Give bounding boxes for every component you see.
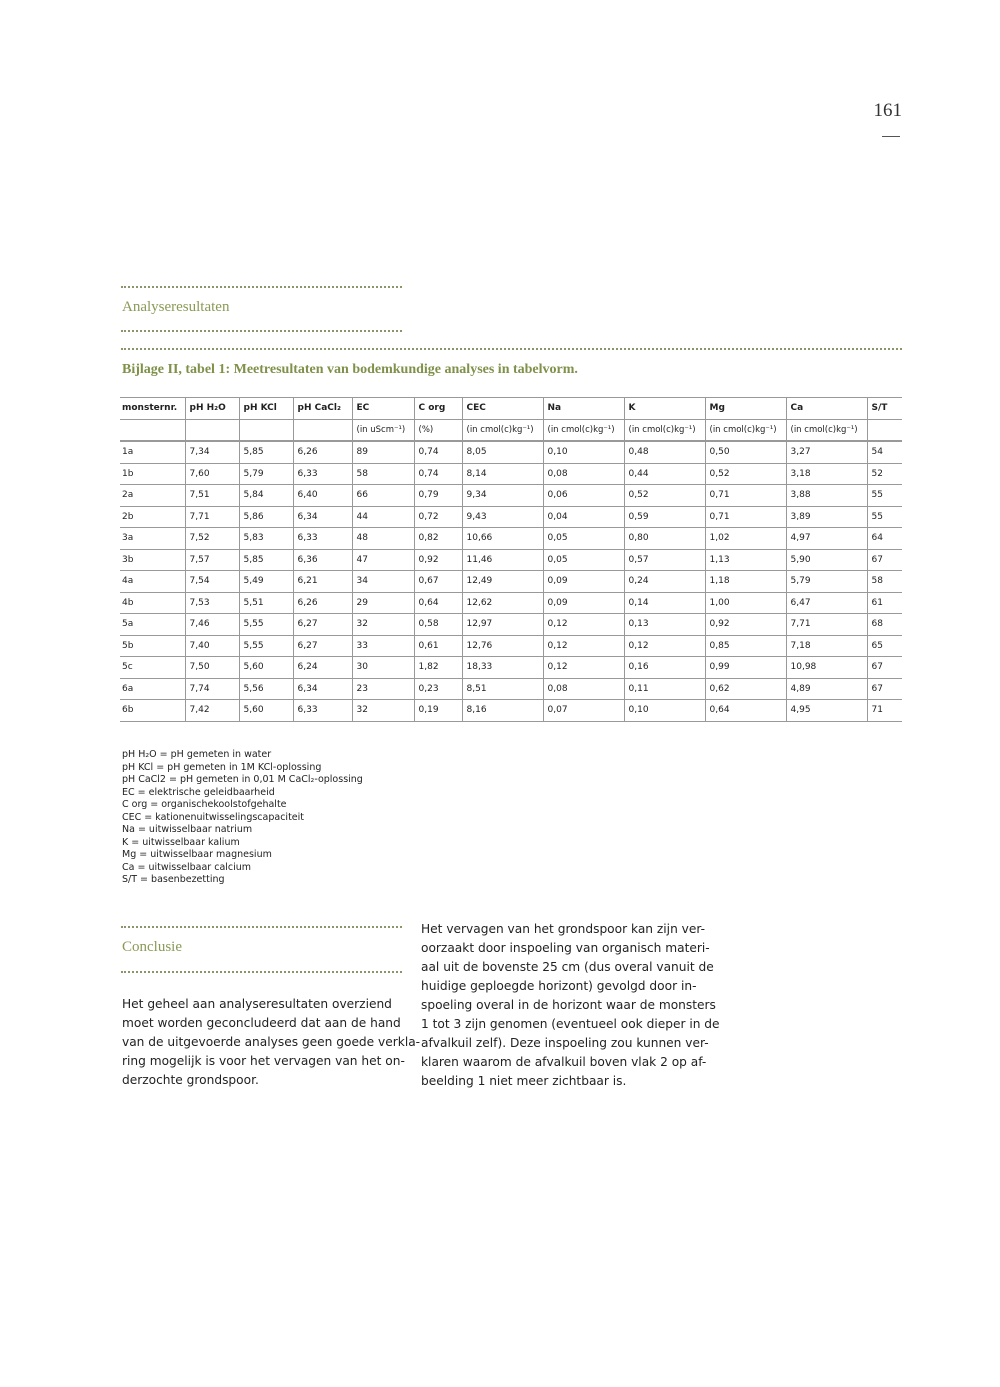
sample-id-cell: 3b — [120, 549, 185, 571]
table-cell: 6,33 — [293, 528, 352, 550]
table-cell: 6,33 — [293, 463, 352, 485]
table-cell: 30 — [352, 657, 414, 679]
sample-id-cell: 2b — [120, 506, 185, 528]
unit-cell: (in cmol(c)kg⁻¹) — [705, 419, 786, 441]
table-cell: 0,80 — [624, 528, 705, 550]
section-rule-top — [121, 286, 402, 288]
sample-id-cell: 1a — [120, 441, 185, 463]
page-number: 161 — [873, 100, 902, 121]
table-cell: 7,57 — [185, 549, 239, 571]
table-cell: 7,18 — [786, 635, 867, 657]
caption-rule — [121, 348, 902, 350]
table-row — [120, 463, 902, 485]
paragraph-line: Het geheel aan analyseresultaten overziend — [122, 997, 392, 1011]
table-cell: 0,72 — [414, 506, 462, 528]
table-cell: 7,40 — [185, 635, 239, 657]
conclusion-rule-bottom — [121, 971, 402, 973]
table-cell: 3,88 — [786, 485, 867, 507]
table-cell: 0,12 — [543, 614, 624, 636]
unit-cell: (in cmol(c)kg⁻¹) — [786, 419, 867, 441]
table-cell: 12,76 — [462, 635, 543, 657]
table-cell: 7,60 — [185, 463, 239, 485]
table-cell: 6,26 — [293, 441, 352, 463]
table-cell: 0,44 — [624, 463, 705, 485]
sample-id-cell: 2a — [120, 485, 185, 507]
column-header: K — [624, 398, 705, 420]
table-cell: 32 — [352, 700, 414, 722]
table-cell: 66 — [352, 485, 414, 507]
legend-item: S/T = basenbezetting — [122, 874, 225, 885]
table-cell: 0,57 — [624, 549, 705, 571]
table-cell: 0,71 — [705, 506, 786, 528]
table-row — [120, 549, 902, 571]
table-row — [120, 592, 902, 614]
unit-cell — [293, 419, 352, 441]
table-cell: 0,10 — [543, 441, 624, 463]
table-cell: 5,60 — [239, 700, 293, 722]
table-cell: 9,34 — [462, 485, 543, 507]
table-cell: 6,34 — [293, 506, 352, 528]
table-cell: 7,50 — [185, 657, 239, 679]
table-cell: 58 — [867, 571, 902, 593]
table-row — [120, 506, 902, 528]
table-cell: 0,08 — [543, 463, 624, 485]
table-cell: 0,13 — [624, 614, 705, 636]
table-cell: 5,55 — [239, 635, 293, 657]
table-cell: 0,64 — [705, 700, 786, 722]
section-heading-analyseresultaten: Analyseresultaten — [122, 299, 230, 315]
paragraph-line: van de uitgevoerde analyses geen goede verkla- — [122, 1035, 421, 1049]
table-cell: 0,74 — [414, 441, 462, 463]
table-cell: 5,56 — [239, 678, 293, 700]
table-cell: 64 — [867, 528, 902, 550]
table-cell: 0,79 — [414, 485, 462, 507]
table-cell: 55 — [867, 485, 902, 507]
unit-cell — [120, 419, 185, 441]
paragraph-line: oorzaakt door inspoeling van organisch materi- — [421, 941, 710, 955]
table-cell: 7,46 — [185, 614, 239, 636]
table-cell: 0,52 — [624, 485, 705, 507]
sample-id-cell: 6b — [120, 700, 185, 722]
table-cell: 67 — [867, 678, 902, 700]
column-header: monsternr. — [120, 398, 185, 420]
table-body — [120, 441, 902, 721]
table-cell: 29 — [352, 592, 414, 614]
table-cell: 11,46 — [462, 549, 543, 571]
paragraph-line: 1 tot 3 zijn genomen (eventueel ook dieper in de — [421, 1017, 720, 1031]
legend-item: K = uitwisselbaar kalium — [122, 836, 240, 848]
table-cell: 0,12 — [543, 635, 624, 657]
table-cell: 1,00 — [705, 592, 786, 614]
sample-id-cell: 5b — [120, 635, 185, 657]
table-cell: 58 — [352, 463, 414, 485]
legend-item: Ca = uitwisselbaar calcium — [122, 861, 252, 873]
table-cell: 0,74 — [414, 463, 462, 485]
unit-cell: (in cmol(c)kg⁻¹) — [543, 419, 624, 441]
column-header: EC — [352, 398, 414, 420]
sample-id-cell: 4b — [120, 592, 185, 614]
table-cell: 10,98 — [786, 657, 867, 679]
conclusion-paragraph-right — [421, 920, 720, 1091]
table-cell: 0,99 — [705, 657, 786, 679]
column-header: CEC — [462, 398, 543, 420]
unit-cell — [239, 419, 293, 441]
table-cell: 0,04 — [543, 506, 624, 528]
table-cell: 6,36 — [293, 549, 352, 571]
column-header: Mg — [705, 398, 786, 420]
table-cell: 12,62 — [462, 592, 543, 614]
table-cell: 3,27 — [786, 441, 867, 463]
table-cell: 0,05 — [543, 528, 624, 550]
table-cell: 5,90 — [786, 549, 867, 571]
table-cell: 12,49 — [462, 571, 543, 593]
paragraph-line: ring mogelijk is voor het vervagen van het on- — [122, 1054, 405, 1068]
sample-id-cell: 1b — [120, 463, 185, 485]
table-cell: 0,92 — [705, 614, 786, 636]
table-row — [120, 441, 902, 463]
table-row — [120, 700, 902, 722]
table-cell: 5,60 — [239, 657, 293, 679]
legend-item: pH CaCl2 = pH gemeten in 0,01 M CaCl₂-oplossing — [122, 774, 363, 785]
table-cell: 10,66 — [462, 528, 543, 550]
section-heading-conclusie: Conclusie — [122, 939, 182, 955]
table-cell: 71 — [867, 700, 902, 722]
table-cell: 5,85 — [239, 441, 293, 463]
table-cell: 18,33 — [462, 657, 543, 679]
table-cell: 0,05 — [543, 549, 624, 571]
table-row — [120, 485, 902, 507]
table-cell: 1,13 — [705, 549, 786, 571]
table-cell: 68 — [867, 614, 902, 636]
sample-id-cell: 3a — [120, 528, 185, 550]
table-cell: 7,34 — [185, 441, 239, 463]
table-cell: 0,92 — [414, 549, 462, 571]
column-header: C org — [414, 398, 462, 420]
table-cell: 0,48 — [624, 441, 705, 463]
table-cell: 65 — [867, 635, 902, 657]
table-cell: 6,47 — [786, 592, 867, 614]
unit-cell: (%) — [414, 419, 462, 441]
paragraph-line: huidige geploegde horizont) gevolgd door in- — [421, 979, 697, 993]
table-cell: 3,89 — [786, 506, 867, 528]
paragraph-line: moet worden geconcludeerd dat aan de hand — [122, 1016, 401, 1030]
page-number-rule — [882, 136, 900, 137]
table-row — [120, 528, 902, 550]
table-cell: 23 — [352, 678, 414, 700]
column-header: Na — [543, 398, 624, 420]
table-cell: 47 — [352, 549, 414, 571]
legend-item: Mg = uitwisselbaar magnesium — [122, 849, 272, 860]
table-cell: 0,09 — [543, 592, 624, 614]
column-header: pH CaCl₂ — [293, 398, 352, 420]
table-cell: 0,09 — [543, 571, 624, 593]
table-cell: 5,55 — [239, 614, 293, 636]
table-cell: 6,27 — [293, 635, 352, 657]
table-cell: 7,71 — [786, 614, 867, 636]
table-cell: 0,08 — [543, 678, 624, 700]
unit-cell: (in uScm⁻¹) — [352, 419, 414, 441]
table-cell: 0,64 — [414, 592, 462, 614]
table-cell: 5,85 — [239, 549, 293, 571]
table-cell: 7,71 — [185, 506, 239, 528]
legend-item: EC = elektrische geleidbaarheid — [122, 786, 275, 798]
table-cell: 67 — [867, 549, 902, 571]
section-rule-bottom — [121, 330, 402, 332]
table-cell: 89 — [352, 441, 414, 463]
table-cell: 0,52 — [705, 463, 786, 485]
table-cell: 0,85 — [705, 635, 786, 657]
table-units-row — [120, 419, 902, 441]
conclusion-rule-top — [121, 926, 402, 928]
table-cell: 0,82 — [414, 528, 462, 550]
table-cell: 0,62 — [705, 678, 786, 700]
legend-item: pH KCl = pH gemeten in 1M KCl-oplossing — [122, 761, 322, 773]
unit-cell — [867, 419, 902, 441]
table-cell: 5,49 — [239, 571, 293, 593]
table-cell: 1,82 — [414, 657, 462, 679]
column-header: pH KCl — [239, 398, 293, 420]
table-cell: 0,61 — [414, 635, 462, 657]
table-cell: 0,24 — [624, 571, 705, 593]
table-cell: 61 — [867, 592, 902, 614]
table-cell: 7,74 — [185, 678, 239, 700]
table-cell: 0,58 — [414, 614, 462, 636]
paragraph-line: derzochte grondspoor. — [122, 1073, 259, 1087]
table-cell: 8,51 — [462, 678, 543, 700]
paragraph-line: afvalkuil zelf). Deze inspoeling zou kunnen ver- — [421, 1036, 709, 1050]
paragraph-line: aal uit de bovenste 25 cm (dus overal vanuit de — [421, 960, 714, 974]
table-cell: 5,51 — [239, 592, 293, 614]
column-header: S/T — [867, 398, 902, 420]
unit-cell: (in cmol(c)kg⁻¹) — [624, 419, 705, 441]
legend-item: CEC = kationenuitwisselingscapaciteit — [122, 811, 304, 823]
table-row — [120, 571, 902, 593]
paragraph-line: Het vervagen van het grondspoor kan zijn ver- — [421, 922, 706, 936]
table-cell: 0,59 — [624, 506, 705, 528]
table-cell: 5,84 — [239, 485, 293, 507]
table-row — [120, 614, 902, 636]
table-cell: 0,71 — [705, 485, 786, 507]
table-cell: 32 — [352, 614, 414, 636]
table-header-row — [120, 398, 902, 420]
table-cell: 5,83 — [239, 528, 293, 550]
paragraph-line: beelding 1 niet meer zichtbaar is. — [421, 1074, 627, 1088]
table-cell: 5,86 — [239, 506, 293, 528]
table-cell: 8,16 — [462, 700, 543, 722]
table-cell: 33 — [352, 635, 414, 657]
unit-cell — [185, 419, 239, 441]
abbreviation-legend — [122, 749, 363, 887]
table-cell: 4,97 — [786, 528, 867, 550]
table-cell: 7,53 — [185, 592, 239, 614]
table-row — [120, 635, 902, 657]
table-cell: 12,97 — [462, 614, 543, 636]
table-cell: 1,18 — [705, 571, 786, 593]
table-cell: 8,05 — [462, 441, 543, 463]
unit-cell: (in cmol(c)kg⁻¹) — [462, 419, 543, 441]
table-cell: 0,06 — [543, 485, 624, 507]
sample-id-cell: 4a — [120, 571, 185, 593]
table-cell: 1,02 — [705, 528, 786, 550]
table-cell: 0,67 — [414, 571, 462, 593]
table-cell: 7,42 — [185, 700, 239, 722]
table-row — [120, 678, 902, 700]
table-cell: 9,43 — [462, 506, 543, 528]
table-cell: 0,07 — [543, 700, 624, 722]
table-cell: 8,14 — [462, 463, 543, 485]
table-cell: 4,89 — [786, 678, 867, 700]
table-cell: 3,18 — [786, 463, 867, 485]
sample-id-cell: 5a — [120, 614, 185, 636]
paragraph-line: klaren waarom de afvalkuil boven vlak 2 op af- — [421, 1055, 707, 1069]
table-cell: 6,40 — [293, 485, 352, 507]
table-cell: 5,79 — [239, 463, 293, 485]
conclusion-paragraph-left — [122, 995, 420, 1090]
table-cell: 6,33 — [293, 700, 352, 722]
table-cell: 6,26 — [293, 592, 352, 614]
table-cell: 6,27 — [293, 614, 352, 636]
table-cell: 0,50 — [705, 441, 786, 463]
legend-item: C org = organischekoolstofgehalte — [122, 799, 287, 810]
sample-id-cell: 5c — [120, 657, 185, 679]
table-cell: 67 — [867, 657, 902, 679]
table-cell: 0,11 — [624, 678, 705, 700]
table-cell: 6,21 — [293, 571, 352, 593]
column-header: Ca — [786, 398, 867, 420]
table-cell: 55 — [867, 506, 902, 528]
paragraph-line: spoeling overal in de horizont waar de monsters — [421, 998, 716, 1012]
column-header: pH H₂O — [185, 398, 239, 420]
table-cell: 0,12 — [543, 657, 624, 679]
table-cell: 44 — [352, 506, 414, 528]
table-caption: Bijlage II, tabel 1: Meetresultaten van bodemkundige analyses in tabelvorm. — [122, 362, 578, 377]
table-cell: 0,10 — [624, 700, 705, 722]
table-cell: 4,95 — [786, 700, 867, 722]
table-cell: 0,19 — [414, 700, 462, 722]
table-cell: 34 — [352, 571, 414, 593]
table-cell: 52 — [867, 463, 902, 485]
results-table — [120, 397, 902, 722]
table-cell: 7,51 — [185, 485, 239, 507]
table-cell: 0,12 — [624, 635, 705, 657]
table-cell: 0,16 — [624, 657, 705, 679]
table-row — [120, 657, 902, 679]
table-cell: 6,24 — [293, 657, 352, 679]
table-cell: 54 — [867, 441, 902, 463]
table-cell: 0,14 — [624, 592, 705, 614]
legend-item: pH H₂O = pH gemeten in water — [122, 749, 272, 760]
table-cell: 6,34 — [293, 678, 352, 700]
table-cell: 0,23 — [414, 678, 462, 700]
table-cell: 7,52 — [185, 528, 239, 550]
table-cell: 5,79 — [786, 571, 867, 593]
table-cell: 48 — [352, 528, 414, 550]
sample-id-cell: 6a — [120, 678, 185, 700]
legend-item: Na = uitwisselbaar natrium — [122, 824, 253, 835]
table-cell: 7,54 — [185, 571, 239, 593]
